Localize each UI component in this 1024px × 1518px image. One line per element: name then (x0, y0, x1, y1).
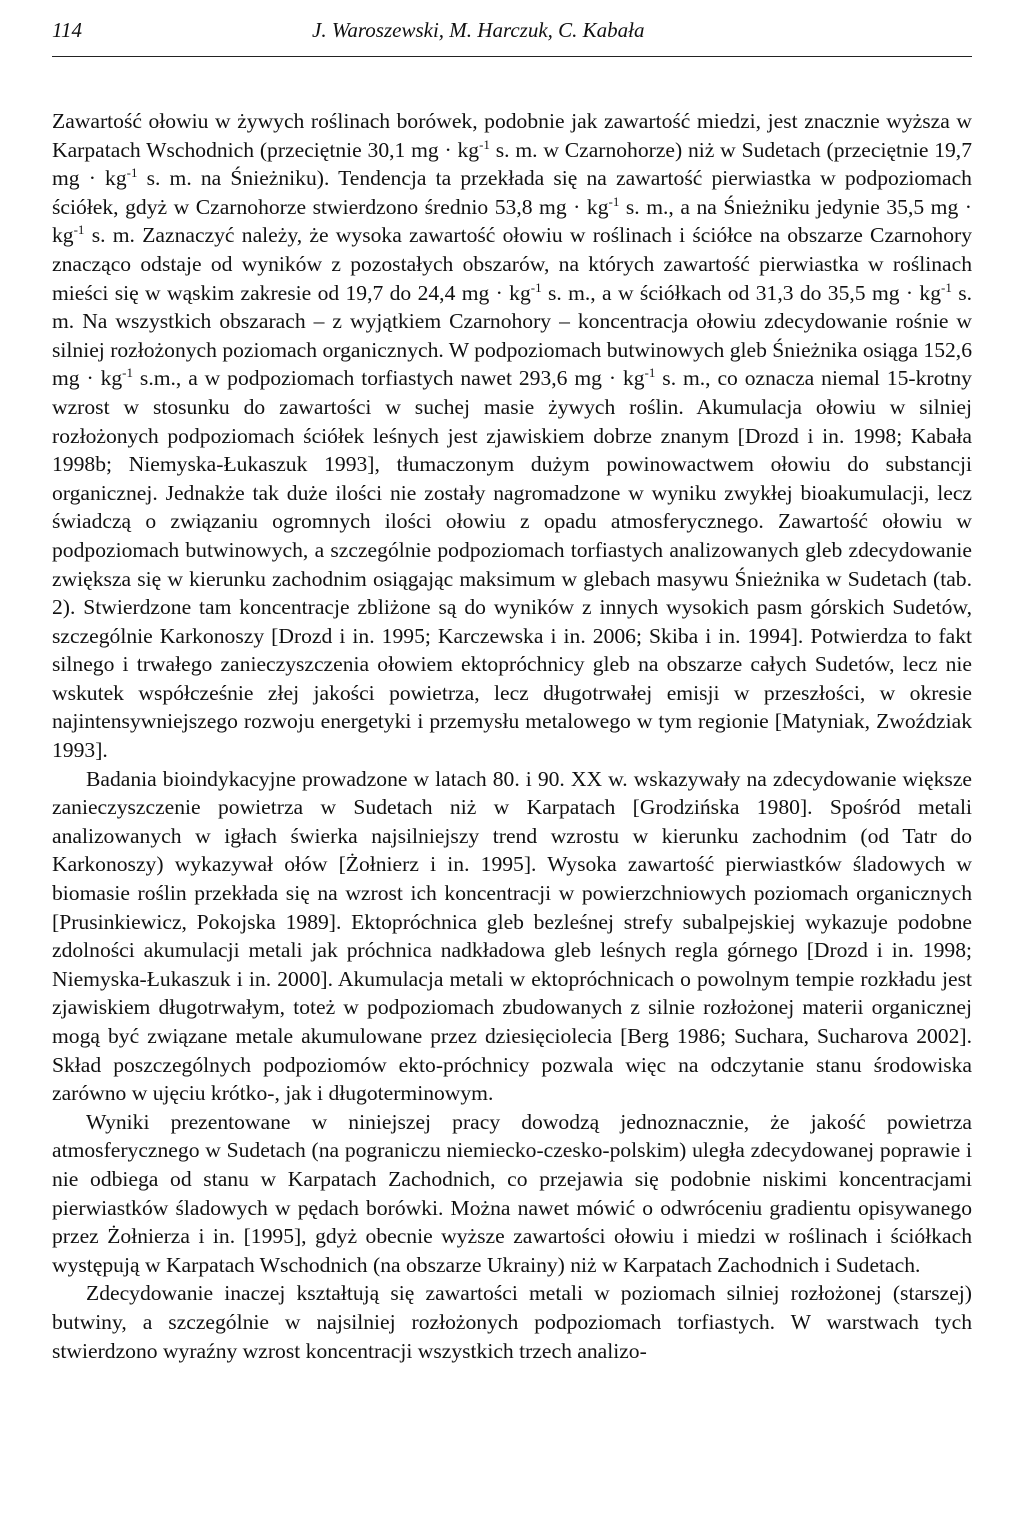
paragraph-3 (52, 1108, 972, 1280)
unit-exponent: -1 (479, 136, 490, 152)
text-run: s. m., a na Śnieżniku jedynie 35,5 mg · kg (52, 194, 972, 248)
text-run: Badania bioindykacyjne prowadzone w latach 80. i 90. XX w. wskazywały na zdecydowanie większe zanieczyszczenie powietrza w Sudetach niż w Karpatach [Grodzińska 1980]. Spośród metali analizowanych w igłach świerka najsilniejszy trend wzrostu w kierunku zachodnim (od Tatr do Karkonoszy) wykazywał ołów [Żołnierz i in. 1995]. Wysoka zawartość pierwiastków śladowych w biomasie roślin przekłada się na wzrost ich koncentracji w powierzchniowych poziomach organicznych [Prusinkiewicz, Pokojska 1989]. Ektopróchnica gleb bezleśnej strefy subalpejskiej wykazuje podobne zdolności akumulacji metali jak próchnica nadkładowa gleb leśnych regla górnego [Drozd i in. 1998; Niemyska-Łukaszuk i in. 2000]. Akumulacja metali w ektopróchnicach o powolnym tempie rozkładu jest zjawiskiem długotrwałym, toteż w podpoziomach zbudowanych z silnie rozłożonej materii organicznej mogą być związane metale akumulowane przez dziesięciolecia [Berg 1986; Suchara, Sucharova 2002]. Skład poszczególnych podpoziomów ekto-próchnicy pozwala więc na odczytanie stanu środowiska zarówno w ujęciu krótko-, jak i długoterminowym. (52, 766, 972, 1106)
text-run: s. m., co oznacza niemal 15-krotny wzrost w stosunku do zawartości w suchej masie żywych roślin. Akumulacja ołowiu w silniej rozłożonych podpoziomach ściółek leśnych jest zjawiskiem dobrze znanym [Drozd i in. 1998; Kabała 1998b; Niemyska-Łukaszuk 1993], tłumaczonym dużym powinowactwem ołowiu do substancji organicznej. Jednakże tak duże ilości nie zostały nagromadzone w wyniku zwykłej bioakumulacji, lecz świadczą o związaniu ogromnych ilości ołowiu z opadu atmosferycznego. Zawartość ołowiu w podpoziomach butwinowych, a szczególnie podpoziomach torfiastych analizowanych gleb zdecydowanie zwiększa się w kierunku zachodnim osiągając maksimum w glebach masywu Śnieżnika w Sudetach (tab. 2). Stwierdzone tam koncentracje zbliżone są do wyników z innych wysokich pasm górskich Sudetów, szczególnie Karkonoszy [Drozd i in. 1995; Karczewska i in. 2006; Skiba i in. 1994]. Potwierdza to fakt silnego i trwałego zanieczyszczenia ołowiem ektopróchnicy gleb na obszarze całych Sudetów, lecz nie wskutek współcześnie złej jakości powietrza, lecz długotrwałej emisji w przeszłości, w okresie najintensywniejszego rozwoju energetyki i przemysłu metalowego w tym regionie [Matyniak, Zwoździak 1993]. (52, 366, 972, 763)
text-run: s. m. Na wszystkich obszarach – z wyjątkiem Czarnohory – koncentracja ołowiu zdecydowanie rośnie w silniej rozłożonych poziomach organicznych. W podpoziomach butwinowych gleb Śnieżnika osiąga 152,6 mg · kg (52, 280, 973, 391)
text-run: s. m. na Śnieżniku). Tendencja ta przekłada się na zawartość pierwiastka w podpoziomach ściółek, gdyż w Czarnohorze stwierdzono średnio 53,8 mg · kg (52, 166, 972, 219)
text-run: s. m. Zaznaczyć należy, że wysoka zawartość ołowiu w roślinach i ściółce na obszarze Czarnohory znacząco odstaje od wyników z pozostałych obszarów, na których zawartość pierwiastka w roślinach mieści się w wąskim zakresie od 19,7 do 24,4 mg · kg (52, 223, 972, 305)
paragraph-2 (52, 765, 972, 1108)
text-run: s. m. w Czarnohorze) niż w Sudetach (przeciętnie 19,7 mg · kg (52, 137, 972, 191)
unit-exponent: -1 (530, 279, 542, 295)
unit-exponent: -1 (941, 279, 952, 295)
paragraph-4 (52, 1279, 972, 1365)
text-run: Zawartość ołowiu w żywych roślinach borówek, podobnie jak zawartość miedzi, jest znacznie wyższa w Karpatach Wschodnich (przeciętnie 30,1 mg · kg (52, 109, 972, 162)
paragraph-1 (52, 107, 972, 765)
unit-exponent: -1 (608, 193, 620, 209)
text-run: Zdecydowanie inaczej kształtują się zawartości metali w poziomach silniej rozłożonej (starszej) butwiny, a szczególnie w najsilniej rozłożonych podpoziomach torfiastych. W warstwach tych stwierdzono wyraźny wzrost koncentracji wszystkich trzech analizo- (52, 1281, 972, 1363)
running-header (52, 18, 972, 57)
body-text (52, 107, 972, 1365)
page-number: 114 (52, 18, 82, 42)
unit-exponent: -1 (73, 222, 85, 238)
text-run: Wyniki prezentowane w niniejszej pracy dowodzą jednoznacznie, że jakość powietrza atmosferycznego w Sudetach (na pograniczu niemiecko-czesko-polskim) uległa zdecydowanej poprawie i nie odbiega od stanu w Karpatach Zachodnich, co przejawia się podobnie niskimi koncentracjami pierwiastków śladowych w pędach borówki. Można nawet mówić o odwróceniu gradientu opisywanego przez Żołnierza i in. [1995], gdyż obecnie wyższe zawartości ołowiu i miedzi w roślinach i ściółkach występują w Karpatach Wschodnich (na obszarze Ukrainy) niż w Karpatach Zachodnich i Sudetach. (52, 1109, 972, 1277)
unit-exponent: -1 (122, 365, 134, 381)
text-run: s. m., a w ściółkach od 31,3 do 35,5 mg · kg (541, 280, 942, 305)
unit-exponent: -1 (644, 365, 656, 381)
unit-exponent: -1 (126, 165, 138, 180)
text-run: s.m., a w podpoziomach torfiastych nawet 293,6 mg · kg (133, 366, 645, 391)
running-head-authors: J. Waroszewski, M. Harczuk, C. Kabała (312, 18, 645, 42)
